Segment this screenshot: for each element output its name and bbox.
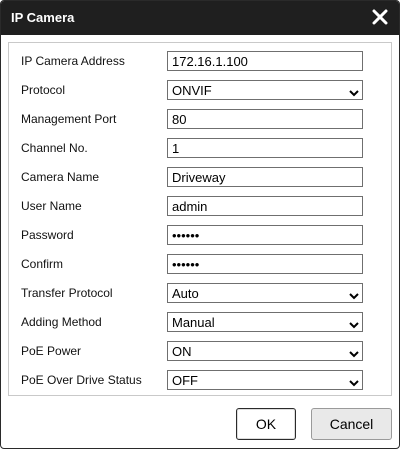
poe-over-drive-status-select[interactable] [167, 370, 363, 390]
camera-name-value: Driveway [172, 170, 226, 185]
row-channel-no [9, 138, 391, 158]
ok-button[interactable]: OK [236, 408, 296, 440]
poe-over-drive-status-value: OFF [172, 373, 198, 388]
password-label: Password [21, 228, 74, 242]
management-port-field[interactable] [167, 109, 363, 129]
cancel-button[interactable]: Cancel [311, 408, 392, 440]
channel-no-field[interactable] [167, 138, 363, 158]
password-field[interactable] [167, 225, 363, 245]
user-name-label: User Name [21, 199, 82, 213]
row-protocol [9, 80, 391, 100]
row-poe-power [9, 341, 391, 361]
row-poe-over-drive-status [9, 370, 391, 390]
settings-panel [8, 42, 392, 396]
ip-camera-address-label: IP Camera Address [21, 54, 125, 68]
adding-method-select[interactable] [167, 312, 363, 332]
confirm-password-field[interactable] [167, 254, 363, 274]
adding-method-value: Manual [172, 315, 215, 330]
poe-power-select[interactable] [167, 341, 363, 361]
poe-over-drive-status-label: PoE Over Drive Status [21, 373, 142, 387]
poe-power-label: PoE Power [21, 344, 82, 358]
confirm-label: Confirm [21, 257, 64, 271]
chevron-down-icon [349, 85, 359, 95]
camera-name-label: Camera Name [21, 170, 100, 184]
transfer-protocol-label: Transfer Protocol [21, 286, 113, 300]
chevron-down-icon [349, 375, 359, 385]
chevron-down-icon [349, 288, 359, 298]
camera-name-field[interactable] [167, 167, 363, 187]
management-port-value: 80 [172, 112, 187, 127]
adding-method-label: Adding Method [21, 315, 102, 329]
row-camera-name [9, 167, 391, 187]
protocol-label: Protocol [21, 83, 66, 97]
row-adding-method [9, 312, 391, 332]
dialog-titlebar [1, 1, 399, 35]
row-transfer-protocol [9, 283, 391, 303]
poe-power-value: ON [172, 344, 192, 359]
row-management-port [9, 109, 391, 129]
protocol-value: ONVIF [172, 83, 212, 98]
row-ip-camera-address [9, 51, 391, 71]
management-port-label: Management Port [21, 112, 117, 126]
chevron-down-icon [349, 317, 359, 327]
user-name-value: admin [172, 199, 208, 214]
chevron-down-icon [349, 346, 359, 356]
close-icon[interactable] [370, 7, 390, 27]
row-confirm [9, 254, 391, 274]
password-value: •••••• [172, 228, 200, 243]
channel-no-value: 1 [172, 141, 180, 156]
protocol-select[interactable] [167, 80, 363, 100]
ip-camera-address-field[interactable] [167, 51, 363, 71]
channel-no-label: Channel No. [21, 141, 88, 155]
transfer-protocol-select[interactable] [167, 283, 363, 303]
transfer-protocol-value: Auto [172, 286, 199, 301]
ip-camera-address-value: 172.16.1.100 [172, 54, 248, 69]
user-name-field[interactable] [167, 196, 363, 216]
confirm-value: •••••• [172, 257, 200, 272]
row-password [9, 225, 391, 245]
dialog-title: IP Camera [11, 10, 75, 25]
row-user-name [9, 196, 391, 216]
